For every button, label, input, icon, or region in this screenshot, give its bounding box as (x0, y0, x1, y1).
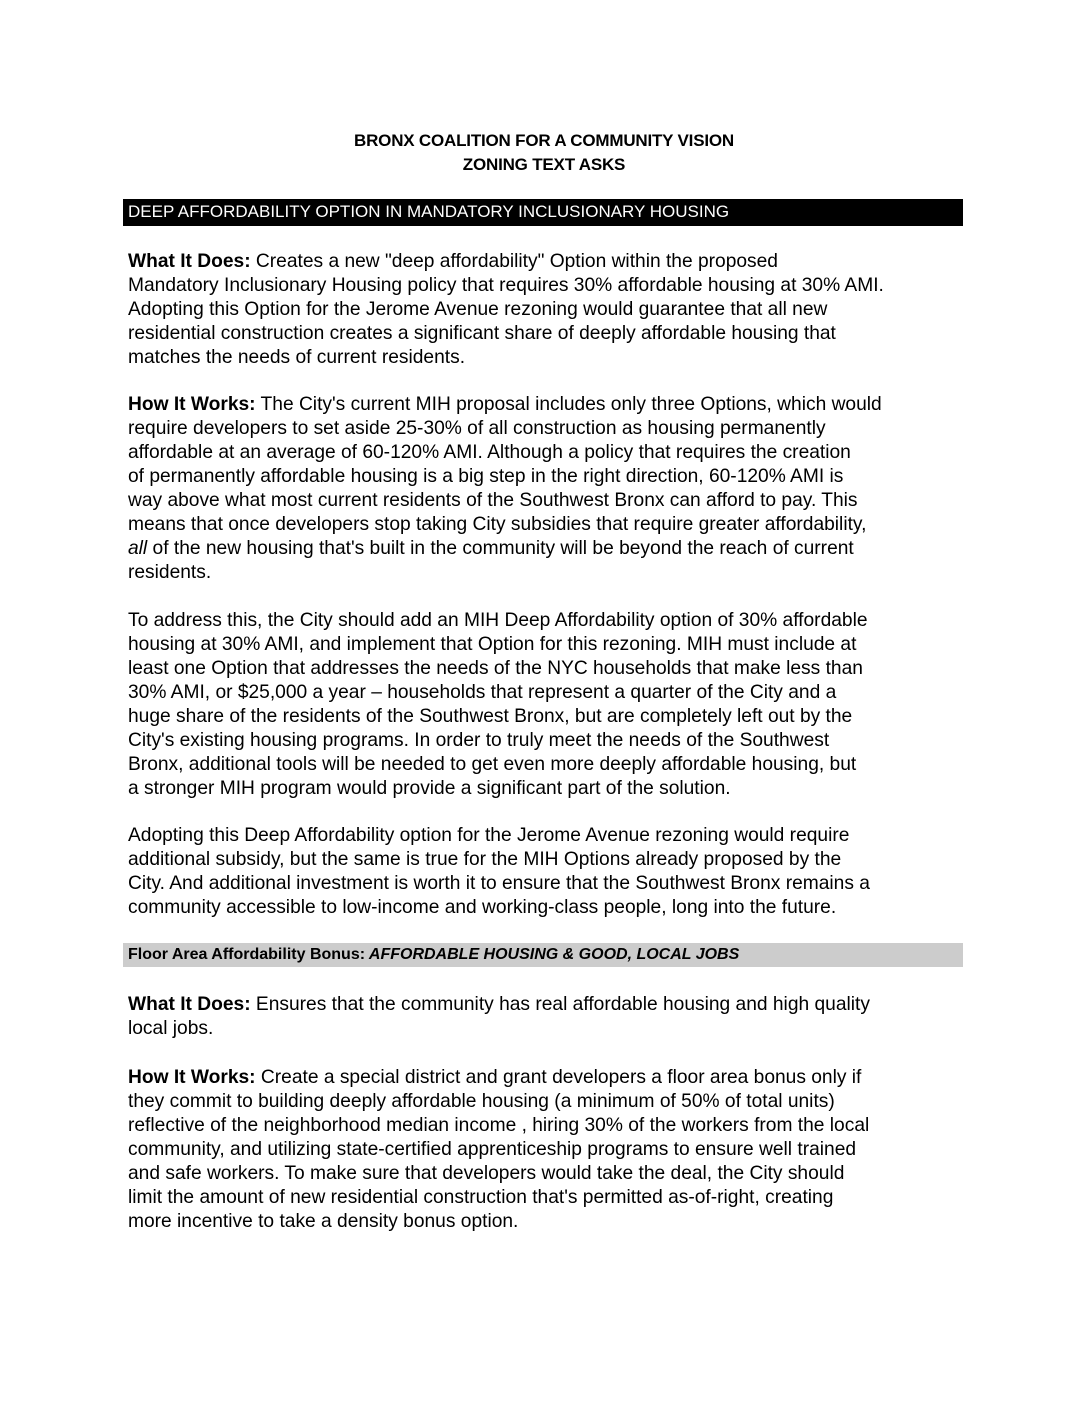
text-line: and safe workers. To make sure that developers would take the deal, the City should (128, 1163, 845, 1184)
text-line: limit the amount of new residential construction that's permitted as-of-right, creating (128, 1187, 834, 1208)
text-line: additional subsidy, but the same is true for the MIH Options already proposed by the (128, 849, 842, 870)
text-line: Adopting this Option for the Jerome Avenue rezoning would guarantee that all new (128, 299, 828, 320)
text-line: matches the needs of current residents. (128, 347, 466, 368)
s1-paragraph-3 (128, 609, 968, 801)
what-it-does-label: What It Does: (128, 251, 251, 272)
s1-what-it-does (128, 250, 968, 370)
text-line: of permanently affordable housing is a big step in the right direction, 60-120% AMI is (128, 466, 844, 487)
text-line (128, 393, 968, 417)
text-line: require developers to set aside 25-30% of all construction as housing permanently (128, 418, 826, 439)
text-line: way above what most current residents of the Southwest Bronx can afford to pay. This (128, 490, 858, 511)
text-line: To address this, the City should add an MIH Deep Affordability option of 30% affordable (128, 610, 868, 631)
text-line: huge share of the residents of the Southwest Bronx, but are completely left out by the (128, 706, 853, 727)
text-line (128, 537, 968, 561)
text-line: Adopting this Deep Affordability option for the Jerome Avenue rezoning would require (128, 825, 850, 846)
section-heading-deep-affordability: DEEP AFFORDABILITY OPTION IN MANDATORY INCLUSIONARY HOUSING (123, 199, 963, 226)
text-line: more incentive to take a density bonus option. (128, 1211, 519, 1232)
section-heading-floor-area-bonus (123, 943, 963, 967)
text-line: reflective of the neighborhood median income , hiring 30% of the workers from the local (128, 1115, 870, 1136)
s1-paragraph-4 (128, 824, 968, 920)
s2-what-it-does (128, 993, 968, 1041)
text-line: housing at 30% AMI, and implement that Option for this rezoning. MIH must include at (128, 634, 857, 655)
text-span: Ensures that the community has real affordable housing and high quality (250, 994, 870, 1015)
document-subtitle: ZONING TEXT ASKS (462, 155, 626, 174)
text-line: Bronx, additional tools will be needed to get even more deeply affordable housing, but (128, 754, 857, 775)
text-line: Mandatory Inclusionary Housing policy that requires 30% affordable housing at 30% AMI. (128, 275, 884, 296)
document-title: BRONX COALITION FOR A COMMUNITY VISION (354, 131, 734, 150)
heading-italic: AFFORDABLE HOUSING & GOOD, LOCAL JOBS (365, 946, 740, 963)
text-line (128, 993, 968, 1017)
text-span: Create a special district and grant developers a floor area bonus only if (255, 1067, 862, 1088)
text-line: residents. (128, 562, 212, 583)
text-line (128, 1066, 968, 1090)
text-span: of the new housing that's built in the community will be beyond the reach of current (147, 538, 854, 559)
text-line: affordable at an average of 60-120% AMI. Although a policy that requires the creation (128, 442, 851, 463)
text-line: they commit to building deeply affordable housing (a minimum of 50% of total units) (128, 1091, 835, 1112)
text-line (128, 250, 968, 274)
text-line: residential construction creates a significant share of deeply affordable housing that (128, 323, 836, 344)
text-line: 30% AMI, or $25,000 a year – households that represent a quarter of the City and a (128, 682, 837, 703)
text-line: community, and utilizing state-certified apprenticeship programs to ensure well trained (128, 1139, 857, 1160)
text-line: City's existing housing programs. In order to truly meet the needs of the Southwest (128, 730, 830, 751)
text-line: City. And additional investment is worth it to ensure that the Southwest Bronx remains a (128, 873, 870, 894)
text-span: The City's current MIH proposal includes only three Options, which would (255, 394, 882, 415)
text-line: local jobs. (128, 1018, 214, 1039)
text-line: means that once developers stop taking City subsidies that require greater affordability, (128, 514, 867, 535)
italic-word: all (128, 538, 148, 559)
what-it-does-label: What It Does: (128, 994, 251, 1015)
text-line: least one Option that addresses the needs of the NYC households that make less than (128, 658, 863, 679)
text-line: community accessible to low-income and working-class people, long into the future. (128, 897, 837, 918)
s2-how-it-works (128, 1066, 968, 1234)
text-line: a stronger MIH program would provide a significant part of the solution. (128, 778, 731, 799)
how-it-works-label: How It Works: (128, 394, 256, 415)
how-it-works-label: How It Works: (128, 1067, 256, 1088)
text-span: Creates a new "deep affordability" Option within the proposed (250, 251, 778, 272)
s1-how-it-works (128, 393, 968, 585)
heading-plain: Floor Area Affordability Bonus: (128, 946, 366, 963)
